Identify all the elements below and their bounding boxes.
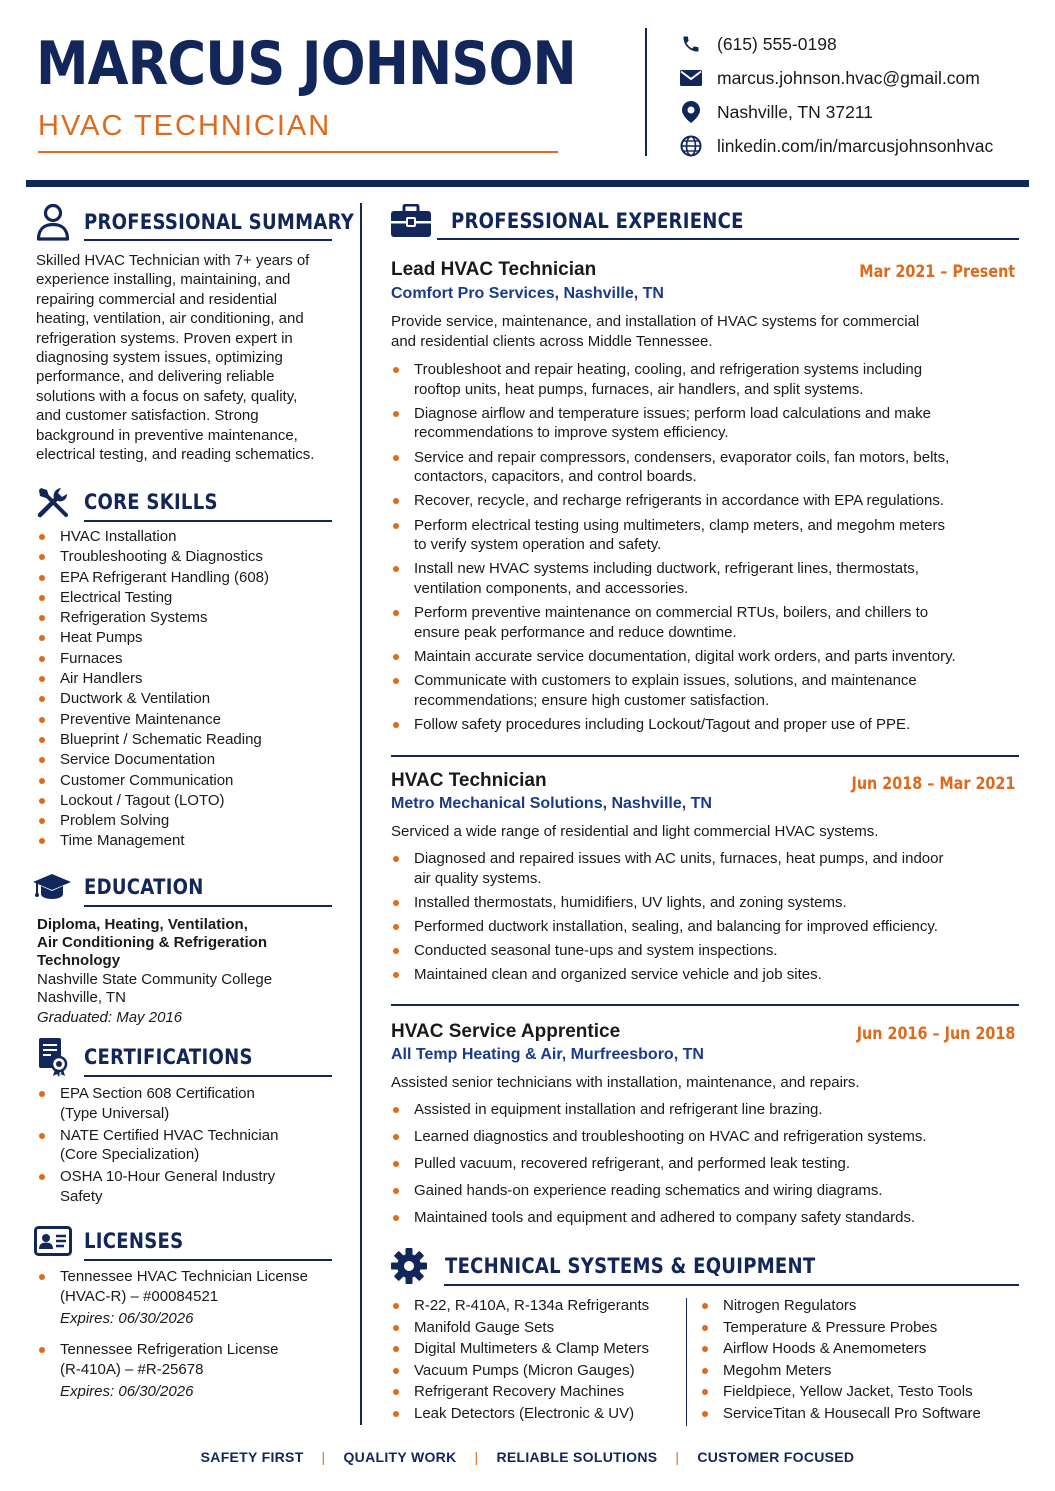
technical-item: Airflow Hoods & Anemometers bbox=[700, 1338, 1020, 1360]
education-rule bbox=[84, 905, 332, 907]
job-bullet bbox=[391, 1208, 1021, 1228]
job-divider-2 bbox=[391, 1004, 1019, 1006]
technical-item: Manifold Gauge Sets bbox=[391, 1317, 681, 1339]
phone-icon bbox=[680, 33, 702, 55]
job-bullet-line: recommendations; ensure high customer satisfaction. bbox=[414, 691, 770, 709]
job-bullet bbox=[391, 559, 1021, 598]
degree-line-3: Technology bbox=[37, 952, 121, 969]
technical-item: Fieldpiece, Yellow Jacket, Testo Tools bbox=[700, 1381, 1020, 1403]
skill-item: EPA Refrigerant Handling (608) bbox=[37, 568, 337, 588]
job-dates-2: Jun 2018 – Mar 2021 bbox=[851, 774, 1015, 793]
summary-line: background in preventive maintenance, bbox=[36, 426, 298, 444]
technical-list-right bbox=[700, 1295, 1020, 1425]
job-description-2 bbox=[391, 822, 991, 842]
job-title-1: Lead HVAC Technician bbox=[391, 259, 597, 280]
footer-item: QUALITY WORK bbox=[343, 1449, 457, 1465]
job-bullet-line: Perform electrical testing using multimeters, clamp meters, and megohm meters bbox=[414, 516, 946, 534]
footer-separator: | bbox=[321, 1449, 326, 1465]
linkedin-text: linkedin.com/in/marcusjohnsonhvac bbox=[717, 135, 994, 156]
job-bullet-line: Service and repair compressors, condensers, evaporator coils, fan motors, belts, bbox=[414, 448, 950, 466]
job-bullet bbox=[391, 917, 1021, 937]
job-bullet-line: Recover, recycle, and recharge refrigerants in accordance with EPA regulations. bbox=[414, 492, 944, 510]
technical-item: Refrigerant Recovery Machines bbox=[391, 1381, 681, 1403]
job-bullet-line: Perform preventive maintenance on commercial RTUs, boilers, and chillers to bbox=[414, 604, 929, 622]
location-pin-icon bbox=[680, 101, 702, 123]
job-bullet-line: Diagnosed and repaired issues with AC units, furnaces, heat pumps, and indoor bbox=[414, 850, 944, 867]
contact-phone bbox=[680, 32, 837, 56]
job-dates-1: Mar 2021 – Present bbox=[859, 262, 1015, 281]
contact-email bbox=[680, 66, 980, 90]
education-heading: EDUCATION bbox=[32, 870, 223, 904]
job-bullet bbox=[391, 941, 1021, 961]
technical-item: Temperature & Pressure Probes bbox=[700, 1317, 1020, 1339]
summary-text bbox=[36, 251, 346, 464]
summary-line: electrical testing, and reading schematics. bbox=[36, 446, 315, 464]
job-bullet-line: air quality systems. bbox=[414, 869, 542, 887]
technical-item: Nitrogen Regulators bbox=[700, 1295, 1020, 1317]
job-description-line: Assisted senior technicians with installation, maintenance, and repairs. bbox=[391, 1074, 860, 1091]
technical-item: ServiceTitan & Housecall Pro Software bbox=[700, 1403, 1020, 1425]
school-name: Nashville State Community College bbox=[37, 971, 273, 988]
certification-line: (Core Specialization) bbox=[60, 1146, 200, 1164]
job-company-2: Metro Mechanical Solutions, Nashville, TN bbox=[391, 795, 712, 812]
job-bullet bbox=[391, 965, 1021, 985]
job-bullet-line: contactors, capacitors, and control boards. bbox=[414, 468, 697, 486]
job-bullet-line: Communicate with customers to explain issues, solutions, and maintenance bbox=[414, 672, 917, 690]
license-item bbox=[37, 1267, 337, 1328]
skill-item: Customer Communication bbox=[37, 771, 337, 791]
phone-text: (615) 555-0198 bbox=[717, 33, 837, 54]
job-bullet-line: Maintained tools and equipment and adhered to company safety standards. bbox=[414, 1209, 916, 1226]
job-bullet-line: Conducted seasonal tune-ups and system inspections. bbox=[414, 941, 778, 959]
skill-item: Time Management bbox=[37, 831, 337, 851]
briefcase-icon bbox=[390, 203, 432, 239]
job-bullet-line: Assisted in equipment installation and refrigerant line brazing. bbox=[414, 1101, 823, 1118]
technical-item: Vacuum Pumps (Micron Gauges) bbox=[391, 1360, 681, 1382]
job-bullet bbox=[391, 849, 1021, 888]
job-bullet bbox=[391, 516, 1021, 555]
job-bullet-line: Troubleshoot and repair heating, cooling, and refrigeration systems including bbox=[414, 361, 923, 378]
certifications-list bbox=[37, 1084, 337, 1209]
technical-heading: TECHNICAL SYSTEMS & EQUIPMENT bbox=[390, 1247, 876, 1285]
contact-location bbox=[680, 100, 873, 124]
candidate-title: HVAC TECHNICIAN bbox=[38, 110, 332, 142]
job-bullet bbox=[391, 603, 1021, 642]
job-company-1: Comfort Pro Services, Nashville, TN bbox=[391, 285, 664, 302]
job-bullet bbox=[391, 491, 1021, 511]
job-bullet-line: Install new HVAC systems including ductwork, refrigerant lines, thermostats, bbox=[414, 560, 919, 578]
certificate-icon bbox=[36, 1037, 70, 1077]
job-company-3: All Temp Heating & Air, Murfreesboro, TN bbox=[391, 1046, 704, 1063]
skill-item: Preventive Maintenance bbox=[37, 710, 337, 730]
candidate-name: MARCUS JOHNSON bbox=[36, 29, 576, 99]
job-bullet bbox=[391, 671, 1021, 710]
job-bullet bbox=[391, 404, 1021, 443]
location-text: Nashville, TN 37211 bbox=[717, 101, 873, 122]
license-expiry: Expires: 06/30/2026 bbox=[60, 1309, 194, 1327]
license-name: Tennessee HVAC Technician License bbox=[60, 1268, 308, 1285]
license-item bbox=[37, 1340, 337, 1401]
graduation-cap-icon bbox=[32, 870, 72, 904]
graduation-date: Graduated: May 2016 bbox=[37, 1009, 183, 1026]
job-bullet-line: Installed thermostats, humidifiers, UV lights, and zoning systems. bbox=[414, 893, 847, 911]
job-bullet-line: Maintain accurate service documentation, digital work orders, and parts inventory. bbox=[414, 648, 956, 666]
footer-tagline bbox=[0, 1449, 1055, 1465]
summary-line: and customer satisfaction. Strong bbox=[36, 407, 259, 425]
certification-line: OSHA 10-Hour General Industry bbox=[60, 1168, 276, 1186]
skill-item: Service Documentation bbox=[37, 750, 337, 770]
title-underline bbox=[38, 151, 558, 153]
technical-item: Digital Multimeters & Clamp Meters bbox=[391, 1338, 681, 1360]
technical-item: Megohm Meters bbox=[700, 1360, 1020, 1382]
job-bullet-line: Diagnose airflow and temperature issues; perform load calculations and make bbox=[414, 404, 931, 422]
job-description-line: Serviced a wide range of residential and light commercial HVAC systems. bbox=[391, 823, 879, 840]
job-bullet bbox=[391, 448, 1021, 487]
skill-item: Troubleshooting & Diagnostics bbox=[37, 547, 337, 567]
license-name: Tennessee Refrigeration License bbox=[60, 1341, 279, 1359]
job-bullet-line: Learned diagnostics and troubleshooting on HVAC and refrigeration systems. bbox=[414, 1128, 927, 1145]
skill-item: Air Handlers bbox=[37, 669, 337, 689]
technical-rule bbox=[444, 1284, 1019, 1286]
summary-line: refrigeration systems. Proven expert in bbox=[36, 329, 293, 347]
skill-item: Furnaces bbox=[37, 649, 337, 669]
job-bullet bbox=[391, 647, 1021, 667]
skill-item: Electrical Testing bbox=[37, 588, 337, 608]
technical-item: R-22, R-410A, R-134a Refrigerants bbox=[391, 1295, 681, 1317]
summary-line: solutions with a focus on safety, quality, bbox=[36, 387, 298, 405]
id-card-icon bbox=[34, 1223, 72, 1259]
experience-heading: PROFESSIONAL EXPERIENCE bbox=[390, 203, 791, 239]
summary-rule bbox=[84, 239, 332, 241]
job-bullet-line: ensure peak performance and reduce downtime. bbox=[414, 623, 737, 641]
job-bullet bbox=[391, 1154, 1021, 1174]
summary-line: diagnosing system issues, optimizing bbox=[36, 349, 283, 367]
job-bullet-line: Pulled vacuum, recovered refrigerant, and performed leak testing. bbox=[414, 1155, 851, 1172]
job-description-line: and residential clients across Middle Tennessee. bbox=[391, 332, 713, 350]
summary-line: experience installing, maintaining, and bbox=[36, 271, 291, 289]
technical-item: Leak Detectors (Electronic & UV) bbox=[391, 1403, 681, 1425]
job-bullet bbox=[391, 715, 1021, 735]
skills-list bbox=[37, 527, 337, 852]
job-bullet bbox=[391, 1100, 1021, 1120]
email-icon bbox=[680, 67, 702, 89]
job-bullet bbox=[391, 1127, 1021, 1147]
job-bullet-line: Performed ductwork installation, sealing, and balancing for improved efficiency. bbox=[414, 917, 938, 935]
job-title-3: HVAC Service Apprentice bbox=[391, 1021, 621, 1042]
header-bar bbox=[26, 180, 1029, 187]
skills-rule bbox=[84, 520, 332, 522]
certifications-rule bbox=[84, 1075, 332, 1077]
job-description-3 bbox=[391, 1073, 991, 1093]
certification-item bbox=[37, 1084, 337, 1124]
certification-line: Safety bbox=[60, 1187, 103, 1205]
job-bullet bbox=[391, 893, 1021, 913]
certification-line: NATE Certified HVAC Technician bbox=[60, 1126, 279, 1144]
technical-divider bbox=[686, 1298, 687, 1426]
footer-item: CUSTOMER FOCUSED bbox=[697, 1449, 855, 1465]
certification-line: EPA Section 608 Certification bbox=[60, 1085, 255, 1102]
globe-icon bbox=[680, 135, 702, 157]
certification-line: (Type Universal) bbox=[60, 1104, 170, 1122]
job-bullet-line: to verify system operation and safety. bbox=[414, 536, 662, 554]
job-bullet bbox=[391, 360, 1021, 399]
gear-icon bbox=[390, 1247, 428, 1285]
footer-item: RELIABLE SOLUTIONS bbox=[496, 1449, 658, 1465]
summary-line: heating, ventilation, air conditioning, and bbox=[36, 310, 304, 328]
footer-separator: | bbox=[675, 1449, 680, 1465]
job-bullet bbox=[391, 1181, 1021, 1201]
job-bullet-line: Maintained clean and organized service vehicle and job sites. bbox=[414, 965, 822, 983]
skill-item: Blueprint / Schematic Reading bbox=[37, 730, 337, 750]
license-number: (R-410A) – #R-25678 bbox=[60, 1361, 204, 1379]
skill-item: Lockout / Tagout (LOTO) bbox=[37, 791, 337, 811]
job-bullets-2 bbox=[391, 849, 1021, 989]
degree-line-2: Air Conditioning & Refrigeration bbox=[37, 934, 267, 951]
skills-heading: CORE SKILLS bbox=[36, 484, 240, 520]
summary-line: Skilled HVAC Technician with 7+ years of bbox=[36, 252, 310, 269]
header-divider bbox=[645, 28, 647, 156]
certification-item bbox=[37, 1167, 337, 1207]
job-bullet-line: rooftop units, heat pumps, furnaces, air handlers, and split systems. bbox=[414, 380, 864, 398]
job-title-2: HVAC Technician bbox=[391, 770, 547, 791]
job-bullets-1 bbox=[391, 360, 1021, 739]
license-expiry: Expires: 06/30/2026 bbox=[60, 1382, 194, 1400]
experience-rule bbox=[437, 238, 1019, 240]
footer-item: SAFETY FIRST bbox=[200, 1449, 304, 1465]
job-description-line: Provide service, maintenance, and installation of HVAC systems for commercial bbox=[391, 313, 920, 330]
summary-line: performance, and delivering reliable bbox=[36, 368, 275, 386]
certification-item bbox=[37, 1126, 337, 1166]
technical-list-left bbox=[391, 1295, 681, 1425]
summary-heading: PROFESSIONAL SUMMARY bbox=[36, 203, 398, 241]
skill-item: Problem Solving bbox=[37, 811, 337, 831]
degree-line-1: Diploma, Heating, Ventilation, bbox=[37, 916, 248, 933]
licenses-heading: LICENSES bbox=[34, 1223, 200, 1259]
tools-icon bbox=[36, 484, 70, 520]
job-bullet-line: Gained hands-on experience reading schematics and wiring diagrams. bbox=[414, 1182, 883, 1199]
licenses-list bbox=[37, 1267, 337, 1402]
job-bullet-line: Follow safety procedures including Lockout/Tagout and proper use of PPE. bbox=[414, 716, 911, 734]
skill-item: Refrigeration Systems bbox=[37, 608, 337, 628]
skill-item: Heat Pumps bbox=[37, 628, 337, 648]
job-divider-1 bbox=[391, 755, 1019, 757]
license-number: (HVAC-R) – #00084521 bbox=[60, 1287, 219, 1305]
email-text: marcus.johnson.hvac@gmail.com bbox=[717, 67, 980, 88]
school-location: Nashville, TN bbox=[37, 989, 126, 1006]
job-description-1 bbox=[391, 312, 991, 351]
job-bullet-line: recommendations to improve system efficiency. bbox=[414, 424, 729, 442]
skill-item: HVAC Installation bbox=[37, 527, 337, 547]
summary-line: repairing commercial and residential bbox=[36, 290, 277, 308]
column-divider bbox=[360, 203, 362, 1425]
licenses-rule bbox=[84, 1259, 332, 1261]
certifications-heading: CERTIFICATIONS bbox=[36, 1037, 280, 1077]
person-icon bbox=[36, 203, 70, 241]
job-dates-3: Jun 2016 – Jun 2018 bbox=[856, 1024, 1015, 1043]
contact-linkedin bbox=[680, 134, 993, 158]
job-bullets-3 bbox=[391, 1100, 1021, 1235]
skill-item: Ductwork & Ventilation bbox=[37, 689, 337, 709]
footer-separator: | bbox=[474, 1449, 479, 1465]
job-bullet-line: ventilation components, and accessories. bbox=[414, 579, 689, 597]
